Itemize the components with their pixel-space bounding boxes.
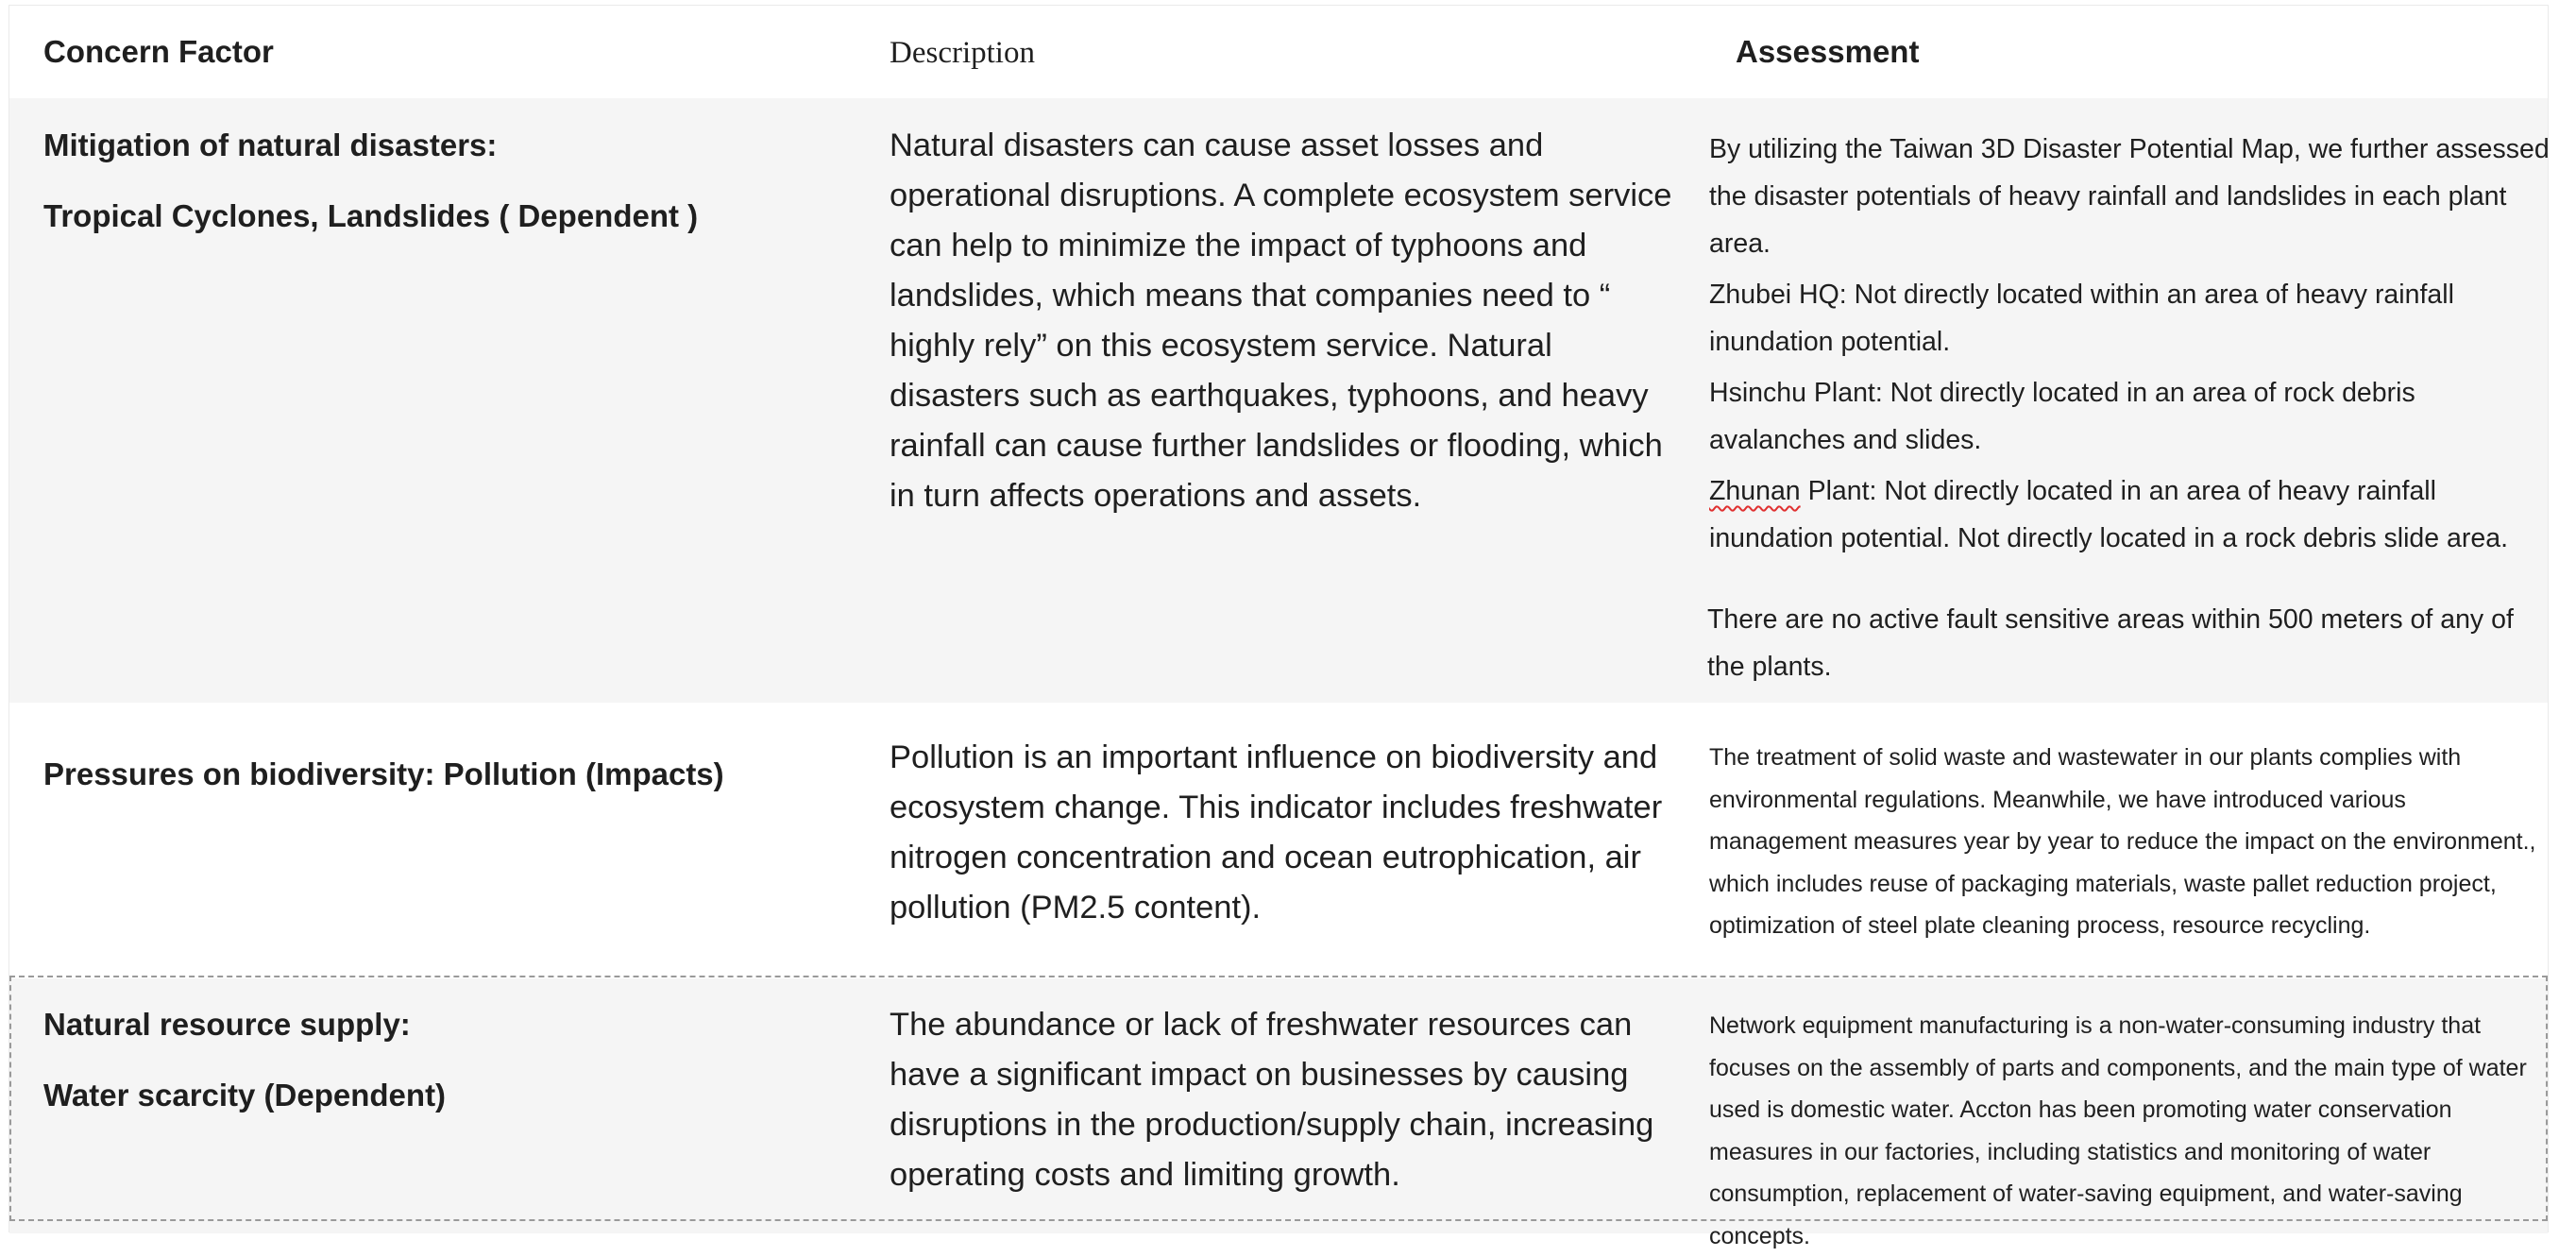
assessment-text: Network equipment manufacturing is a non-water-consuming industry that focuses on the assembly of parts and components, and the main type of water used is domestic water. Accton has been promoting water conservation measures in our factories, including statistics and monitoring of water consumption, replacement of water-saving equipment, and water-saving concepts. [1709,1012,2527,1249]
factor-title: Mitigation of natural disasters: [43,127,498,162]
table-row [9,703,2548,978]
header-concern-factor: Concern Factor [43,34,274,69]
factor-cell [43,756,856,826]
factor-title: Natural resource supply: [43,1007,411,1042]
factor-cell [43,127,856,268]
table-row [9,978,2548,1249]
table-row [9,98,2548,703]
table-header-row [9,6,2548,98]
description-cell [890,1000,1683,1200]
description-text: Natural disasters can cause asset losses and operational disruptions. A complete ecosystem service can help to minimize the impact of typhoons and landslides, which means that companies need to “ highly rely” on this ecosystem service. Natural disasters such as earthquakes, typhoons, and heavy rainfall can cause further landslides or flooding, which in turn affects operations and assets. [890,127,1672,514]
paragraph-gap [1709,566,2550,596]
assessment-paragraph: There are no active fault sensitive areas within 500 meters of any of the plants. [1707,604,2514,682]
assessment-paragraph: Zhubei HQ: Not directly located within an area of heavy rainfall inundation potential. [1709,280,2454,357]
factor-subtitle: Water scarcity (Dependent) [43,1078,447,1113]
assessment-cell [1709,1005,2550,1257]
misspelled-word[interactable]: Zhunan [1709,476,1801,506]
description-cell [890,733,1683,933]
assessment-cell [1709,737,2550,947]
assessment-text: The treatment of solid waste and wastewater in our plants complies with environmental regulations. Meanwhile, we have introduced various management measures year by year to reduce the impact on the environment., which includes reuse of packaging materials, waste pallet reduction project, optimization of steel plate cleaning process, resource recycling. [1709,744,2536,939]
description-text: Pollution is an important influence on biodiversity and ecosystem change. This indicator includes freshwater nitrogen concentration and ocean eutrophication, air pollution (PM2.5 content). [890,739,1663,926]
concern-factor-table [8,5,2550,1249]
factor-subtitle: Tropical Cyclones, Landslides ( Dependent ) [43,198,699,233]
assessment-cell [1709,126,2550,694]
description-cell [890,121,1683,521]
header-description: Description [890,36,1035,70]
assessment-paragraph: By utilizing the Taiwan 3D Disaster Potential Map, we further assessed the disaster potentials of heavy rainfall and landslides in each plant area. [1709,134,2550,259]
assessment-paragraph [1709,467,2550,562]
header-assessment: Assessment [1736,34,1920,69]
assessment-paragraph: Hsinchu Plant: Not directly located in an area of rock debris avalanches and slides. [1709,378,2415,455]
description-text: The abundance or lack of freshwater resources can have a significant impact on businesses by causing disruptions in the production/supply chain, increasing operating costs and limiting growth. [890,1007,1654,1193]
factor-cell [43,1006,856,1147]
assessment-paragraph-text: Plant: Not directly located in an area of heavy rainfall inundation potential. Not directly located in a rock debris slide area. [1709,476,2508,553]
factor-title: Pressures on biodiversity: Pollution (Impacts) [43,756,724,791]
